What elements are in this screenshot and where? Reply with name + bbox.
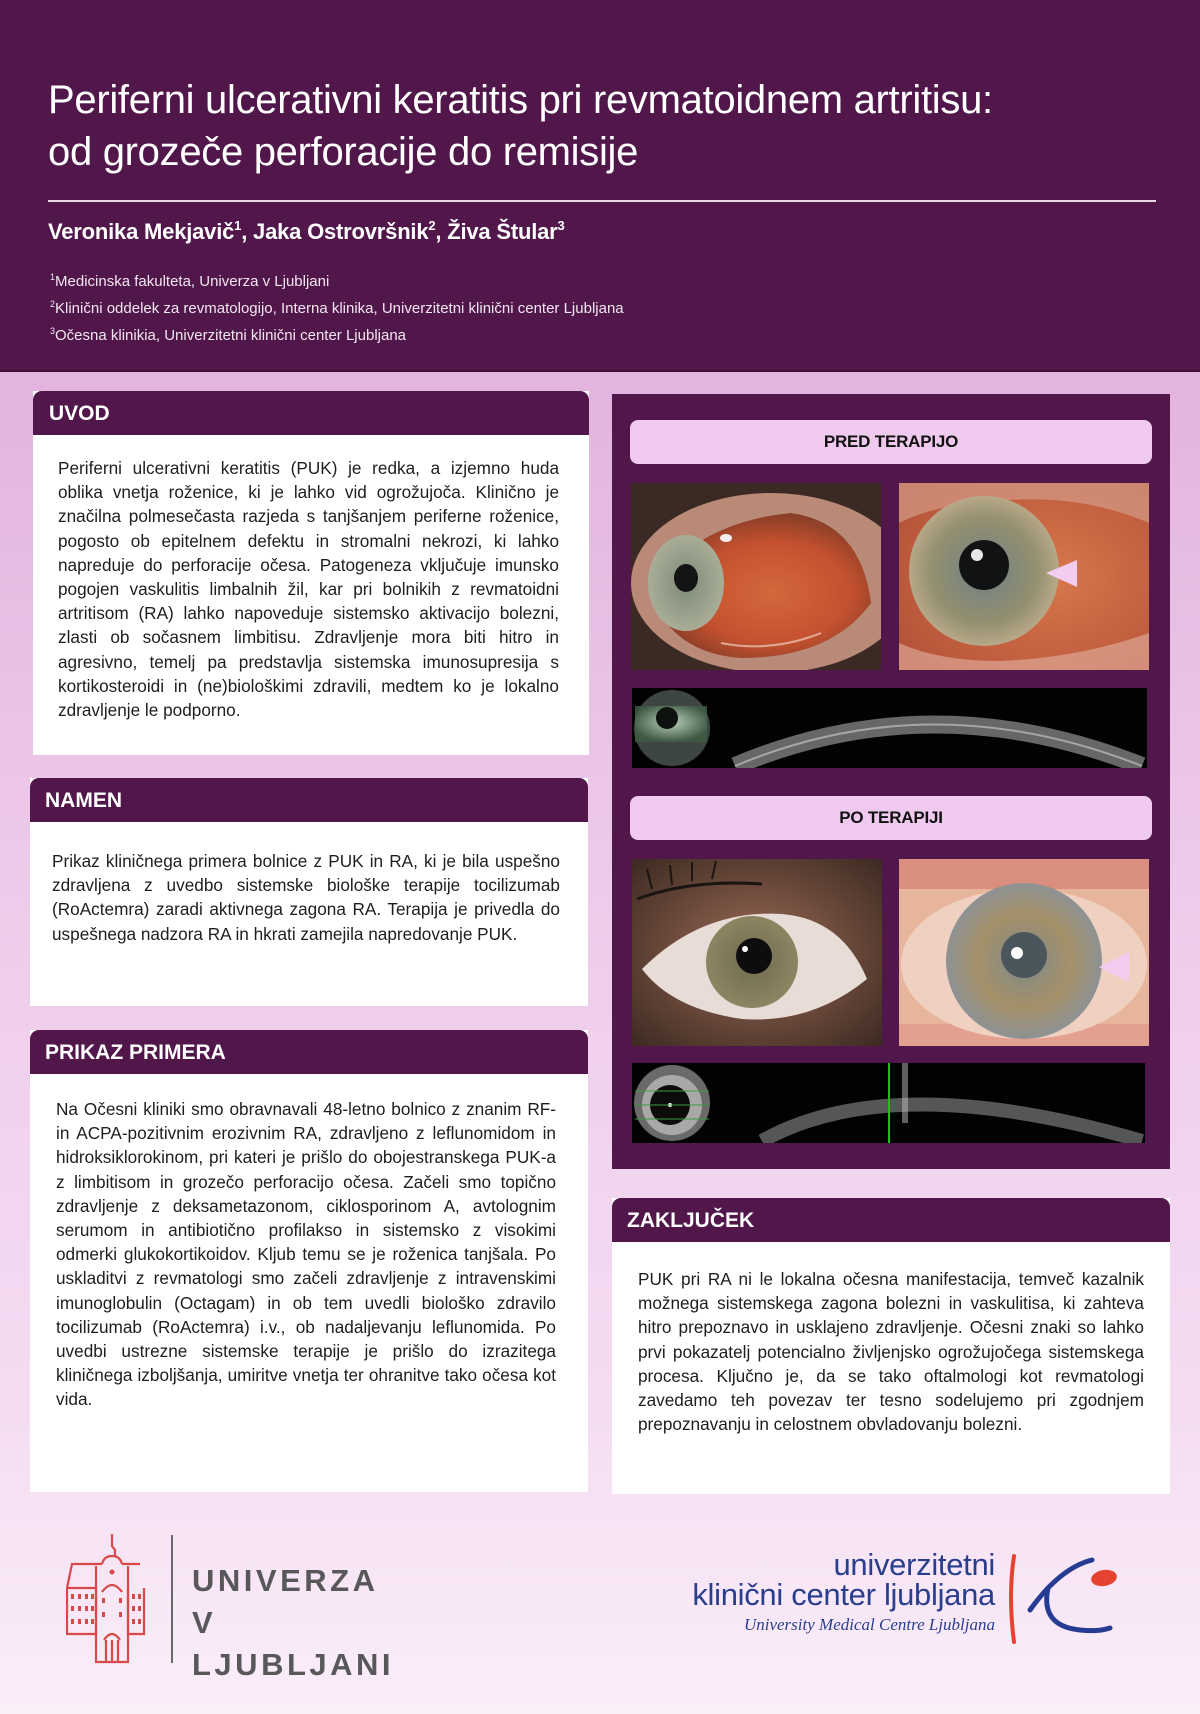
univerza-wordmark	[192, 1560, 426, 1686]
univerza-wordmark-line1: UNIVERZA	[192, 1563, 379, 1598]
author-separator: ,	[435, 219, 448, 244]
section-text: Prikaz kliničnega primera bolnice z PUK in RA, ki je bila uspešno zdravljena z uvedbo sistemske biološke terapije tocilizumab (RoActemra) zaradi aktivnega zagona RA. Terapija je privedla do uspešnega nadzora RA in hkrati zamejila napredovanje PUK.	[52, 851, 560, 944]
section-prikaz-primera	[30, 1030, 588, 1492]
figure-panel	[612, 394, 1170, 1169]
author-name: Veronika Mekjavič	[48, 219, 235, 244]
affiliation-list	[50, 266, 624, 347]
oct-scan-cornea-stable	[632, 1063, 1145, 1143]
affiliation-mark: 2	[50, 299, 56, 309]
section-heading: NAMEN	[30, 778, 588, 822]
eye-photo-inflamed-upgaze	[631, 483, 881, 670]
affiliation-item	[50, 293, 624, 320]
figure-label-after: PO TERAPIJI	[630, 796, 1152, 840]
author-affiliation-mark: 2	[428, 218, 436, 233]
university-building-icon	[66, 1532, 158, 1664]
section-text: Na Očesni kliniki smo obravnavali 48-letno bolnico z znanim RF- in ACPA-pozitivnim erozivnim RA, zdravljeno z leflunomidom in hidroksiklorokinom, pri kateri je prišlo do obojestranskega PUK-a z limbitisom in grozečo perforacijo očesa. Začeli smo topično zdravljenje z deksametazonom, ciklosporinom A, avtolognim serumom in antibiotično profilakso in sistemsko z visokimi odmerki glukokortikoidov. Kljub temu se je roženica tanjšala. Po uskladitvi z revmatologi smo začeli zdravljenje z intravenskimi imunoglobulin (Octagam) in ob tem uvedli biološko zdravilo tocilizumab (RoActemra) i.v., ob nadaljevanju leflunomida. Po uvedbi ustrezne sistemske terapije je prišlo do izrazitega kliničnega izboljšanja, umiritve vnetja ter ohranitve tako očesa kot vida.	[56, 1099, 556, 1410]
affiliation-item	[50, 266, 624, 293]
author-list	[48, 218, 565, 245]
author-affiliation-mark: 1	[234, 218, 242, 233]
logo-divider	[171, 1535, 173, 1663]
title-line-1: Periferni ulcerativni keratitis pri revmatoidnem artritisu:	[48, 78, 993, 122]
affiliation-item	[50, 320, 624, 347]
author-separator: ,	[241, 219, 254, 244]
ukc-ljubljana-logo	[690, 1548, 1170, 1648]
section-heading: UVOD	[33, 391, 589, 435]
affiliation-mark: 1	[50, 272, 56, 282]
oct-scan-cornea-thinning	[632, 688, 1147, 768]
poster-header	[0, 0, 1200, 372]
eye-photo-calm-closeup	[899, 859, 1149, 1046]
section-heading: PRIKAZ PRIMERA	[30, 1030, 588, 1074]
section-text: Periferni ulcerativni keratitis (PUK) je redka, a izjemno huda oblika vnetja roženice, ki je lahko vid ogrožujoča. Klinično je značilna polmesečasta razjeda s tanjšanjem periferne roženice, pogosto ob epitelnem defektu in stromalni nekrozi, ki lahko napreduje do perforacije očesa. Patogeneza vključuje imunsko pogojen vaskulitis limbalnih žil, kar pri bolnikih z revmatoidni artritisom (RA) lahko napoveduje sistemsko aktivacijo bolezni, zlasti ob sočasnem limbitisu. Zdravljenje mora biti hitro in agresivno, temelj pa predstavlja sistemska imunosupresija s kortikosteroidi in (ne)biološkimi zdravili, medtem ko je lokalno zdravljenje le podporno.	[58, 458, 559, 721]
eye-photo-calm	[632, 859, 882, 1046]
author-name: Živa Štular	[447, 219, 558, 244]
ukc-kc-emblem-icon	[1000, 1548, 1170, 1648]
affiliation-text: Klinični oddelek za revmatologijo, Interna klinika, Univerzitetni klinični center Ljubljana	[55, 300, 624, 317]
ukc-wordmark-line1: univerzitetni	[833, 1547, 995, 1582]
figure-label-before: PRED TERAPIJO	[630, 420, 1152, 464]
section-uvod	[33, 391, 589, 755]
affiliation-mark: 3	[50, 326, 56, 336]
poster-title	[48, 74, 1168, 178]
eye-photo-inflamed-limbal-ulcer	[899, 483, 1149, 670]
title-divider	[48, 200, 1156, 202]
ukc-wordmark-line2: klinični center ljubljana	[692, 1577, 995, 1612]
section-heading: ZAKLJUČEK	[612, 1198, 1170, 1242]
affiliation-text: Medicinska fakulteta, Univerza v Ljubljani	[55, 273, 330, 290]
section-text: PUK pri RA ni le lokalna očesna manifestacija, temveč kazalnik možnega sistemskega zagona bolezni in vaskulitisa, ki zahteva hitro prepoznavo in usklajeno zdravljenje. Očesni znaki so lahko prvi pokazatelj potencialno življenjsko ogrožujočega sistemskega procesa. Ključno je, da se tako oftalmologi kot revmatologi zavedamo teh povezav ter tesno sodelujemo pri zgodnjem prepoznavanju in celostnem obvladovanju bolezni.	[638, 1269, 1144, 1435]
affiliation-text: Očesna klinikia, Univerzitetni klinični center Ljubljana	[55, 327, 407, 344]
author-name: Jaka Ostrovršnik	[253, 219, 429, 244]
ukc-wordmark-english: University Medical Centre Ljubljana	[743, 1615, 995, 1634]
section-zakljucek	[612, 1198, 1170, 1494]
title-line-2: od grozeče perforacije do remisije	[48, 130, 639, 174]
univerza-wordmark-line2: V LJUBLJANI	[192, 1605, 395, 1682]
section-namen	[30, 778, 588, 1006]
author-affiliation-mark: 3	[557, 218, 565, 233]
univerza-v-ljubljani-logo	[66, 1532, 426, 1682]
